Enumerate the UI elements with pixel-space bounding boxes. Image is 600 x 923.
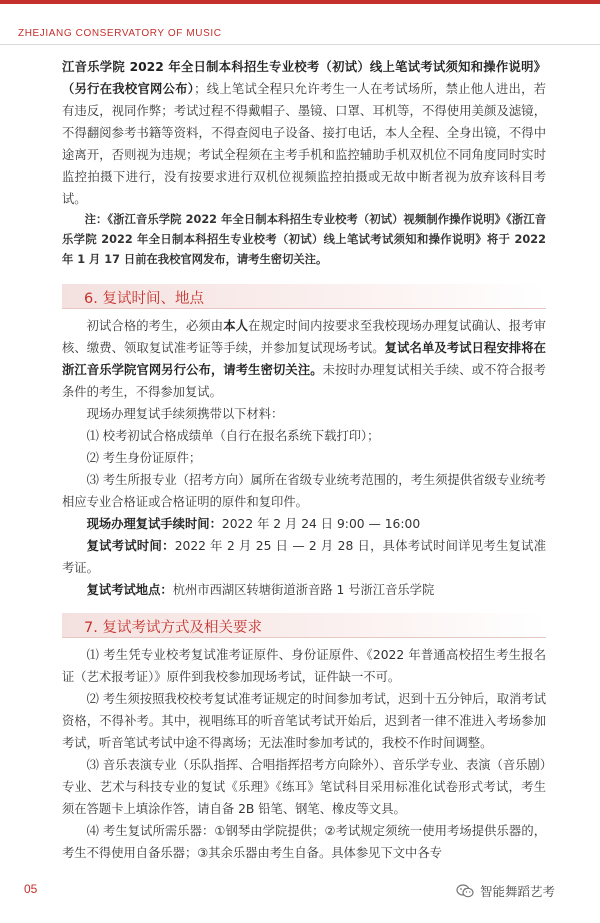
page-header <box>0 0 600 44</box>
s6-p1-part-e: 未按时办理复试相关手续、或不符合报考条件的考生，不得参加复试。 <box>62 363 546 399</box>
section-7-item-1: ⑴ 考生凭专业校考复试准考证原件、身份证原件、《2022 年普通高校招生考生报名证（艺术报考证）》原件到我校参加现场考试，证件缺一不可。 <box>62 648 546 684</box>
page-number: 05 <box>24 882 38 896</box>
intro-bold-title: 江音乐学院 2022 年全日制本科招生专业校考（初试）线上笔试考试须知和操作说明》（另行在我校官网公布） <box>62 60 546 96</box>
s6-p1-bold-self: 本人 <box>223 319 249 333</box>
section-7-item-4: ⑷ 考生复试所需乐器：①钢琴由学院提供；②考试规定须统一使用考场提供乐器的，考生不得使用自备乐器；③其余乐器由考生自备。具体参见下文中各专 <box>62 824 546 860</box>
section-7-item-3: ⑶ 音乐表演专业（乐队指挥、合唱指挥招考方向除外）、音乐学专业、表演（音乐剧）专业、艺术与科技专业的复试《乐理》《练耳》笔试科目采用标准化试卷形式考试，考生须在答题卡上填涂作答，请自备 2B 铅笔、钢笔、橡皮等文具。 <box>62 758 546 816</box>
exam-time-label: 复试考试时间： <box>86 539 175 553</box>
exam-place-value: 杭州市西湖区转塘街道浙音路 1 号浙江音乐学院 <box>172 583 435 597</box>
section-6-exam-place <box>62 579 546 601</box>
section-7-header <box>62 613 546 638</box>
s6-p1-part-a: 初试合格的考生，必须由 <box>86 319 224 333</box>
section-6-title: 6. 复试时间、地点 <box>84 291 204 307</box>
exam-place-label: 复试考试地点： <box>86 583 173 597</box>
section-6-exam-time <box>62 535 546 579</box>
footer-brand <box>456 880 555 902</box>
section-6-materials-intro: 现场办理复试手续须携带以下材料： <box>86 407 284 421</box>
header-title: ZHEJIANG CONSERVATORY OF MUSIC <box>18 28 222 39</box>
section-7-item-2: ⑵ 考生须按照我校校考复试准考证规定的时间参加考试，迟到十五分钟后，取消考试资格，不得补考。其中，视唱练耳的听音笔试考试开始后，迟到者一律不准进入考场参加考试，听音笔试考试中途不得离场；无法准时参加考试的，我校不作时间调整。 <box>62 692 546 750</box>
intro-note: 注：《浙江音乐学院 2022 年全日制本科招生专业校考（初试）视频制作操作说明》《浙江音乐学院 2022 年全日制本科招生专业校考（初试）线上笔试考试须知和操作说明》将于 2022 年 1 月 17 日前在我校官网发布，请考生密切关注。 <box>62 213 546 266</box>
header-divider <box>0 44 600 45</box>
footer-brand-text: 智能舞蹈艺考 <box>480 884 556 899</box>
section-6-procedure-time <box>62 513 546 535</box>
intro-paragraph <box>62 56 546 210</box>
procedure-time-value: 2022 年 2 月 24 日 9:00 — 16:00 <box>221 517 421 531</box>
intro-text: ；线上笔试全程只允许考生一人在考试场所，禁止他人进出，若有违反，视同作弊；考试过程不得戴帽子、墨镜、口罩、耳机等，不得使用美颜及滤镜，不得翻阅参考书籍等资料，不得查阅电子设备、接打电话，本人全程、全身出镜，不得中途离开，否则视为违规；考试全程须在主考手机和监控辅助手机双机位不同角度同时实时监控拍摄下进行，没有按要求进行双机位视频监控拍摄或无故中断者视为放弃该科目考试。 <box>62 82 546 206</box>
header-accent-bar <box>0 0 600 4</box>
section-7-title: 7. 复试考试方式及相关要求 <box>84 620 262 636</box>
wechat-icon <box>456 884 474 898</box>
document-body <box>62 56 546 864</box>
exam-time-value: 2022 年 2 月 25 日 — 2 月 28 日，具体考试时间详见考生复试准考证。 <box>62 539 546 575</box>
section-6-paragraph-1 <box>62 315 546 403</box>
s6-p1-part-c: 在规定时间内按要求至我校现场办理复试确认、报考审核、缴费、领取复试准考证等手续，并参加复试现场考试。 <box>62 319 546 355</box>
section-6-material-3: ⑶ 考生所报专业（招考方向）属所在省级专业统考范围的，考生须提供省级专业统考相应专业合格证或合格证明的原件和复印件。 <box>62 473 546 509</box>
s6-p1-bold-notice: 复试名单及考试日程安排将在浙江音乐学院官网另行公布，请考生密切关注。 <box>62 341 546 377</box>
section-6-material-1: ⑴ 校考初试合格成绩单（自行在报名系统下载打印）； <box>86 429 380 443</box>
section-6-header <box>62 284 546 309</box>
procedure-time-label: 现场办理复试手续时间： <box>86 517 222 531</box>
section-6-material-2: ⑵ 考生身份证原件； <box>86 451 202 465</box>
